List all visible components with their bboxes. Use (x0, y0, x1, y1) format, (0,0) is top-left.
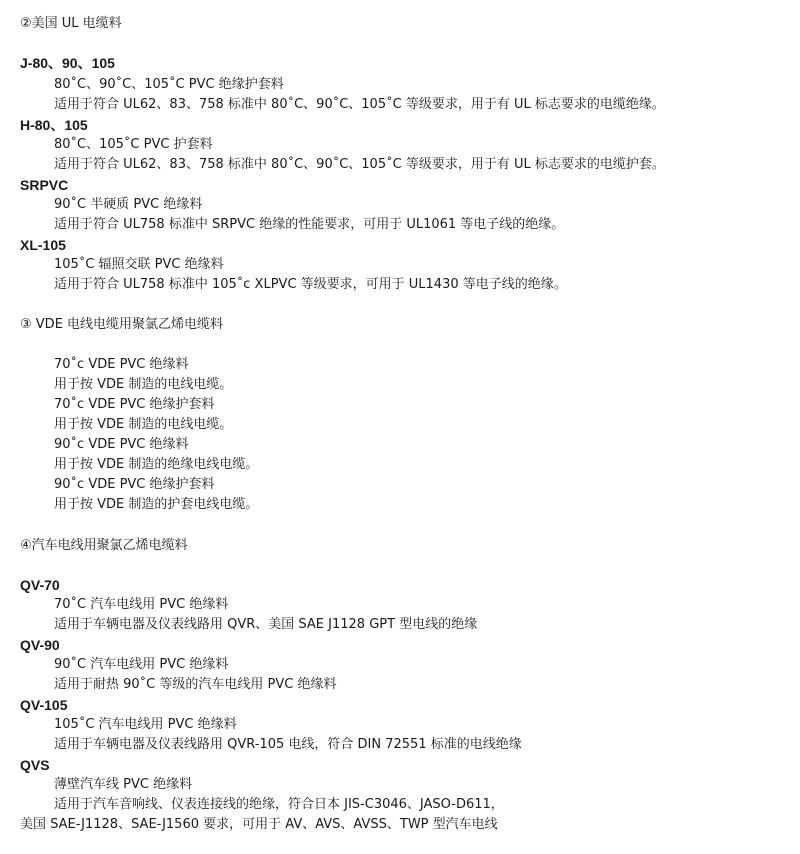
product-desc-qv70: 70˚C 汽车电线用 PVC 绝缘料 (54, 597, 229, 612)
product-desc-j: 80˚C、90˚C、105˚C PVC 绝缘护套料 (54, 77, 284, 92)
product-usage-h: 适用于符合 UL62、83、758 标准中 80˚C、90˚C、105˚C 等级要求，用于有 UL 标志要求的电缆护套。 (54, 157, 665, 172)
vde-line: 用于按 VDE 制造的绝缘电线电缆。 (54, 457, 259, 472)
product-code-h: H-80、105 (20, 117, 88, 133)
vde-line: 用于按 VDE 制造的电线电缆。 (54, 417, 233, 432)
product-desc-xl: 105˚C 辐照交联 PVC 绝缘料 (54, 257, 224, 272)
product-usage-srpvc: 适用于符合 UL758 标准中 SRPVC 绝缘的性能要求，可用于 UL1061 等电子线的绝缘。 (54, 217, 565, 232)
product-code-srpvc: SRPVC (20, 177, 69, 193)
product-usage-xl: 适用于符合 UL758 标准中 105˚c XLPVC 等级要求，可用于 UL1430 等电子线的绝缘。 (54, 277, 567, 292)
section-heading-ul: ②美国 UL 电缆料 (20, 16, 122, 31)
product-code-qv70: QV-70 (20, 577, 60, 593)
vde-line: 70˚c VDE PVC 绝缘护套料 (54, 397, 215, 412)
product-usage-qvs-continued: 美国 SAE-J1128、SAE-J1560 要求，可用于 AV、AVS、AVSS、TWP 型汽车电线 (20, 817, 498, 832)
product-code-xl: XL-105 (20, 237, 66, 253)
vde-line: 70˚c VDE PVC 绝缘料 (54, 357, 189, 372)
product-usage-qvs: 适用于汽车音响线、仪表连接线的绝缘，符合日本 JIS-C3046、JASO-D611， (54, 797, 504, 812)
section-heading-auto: ④汽车电线用聚氯乙烯电缆料 (20, 538, 188, 553)
vde-line: 用于按 VDE 制造的电线电缆。 (54, 377, 233, 392)
product-usage-qv105: 适用于车辆电器及仪表线路用 QVR-105 电线，符合 DIN 72551 标准的电线绝缘 (54, 737, 522, 752)
vde-line: 90˚c VDE PVC 绝缘护套料 (54, 477, 215, 492)
vde-line: 90˚c VDE PVC 绝缘料 (54, 437, 189, 452)
vde-line: 用于按 VDE 制造的护套电线电缆。 (54, 497, 259, 512)
product-desc-qv105: 105˚C 汽车电线用 PVC 绝缘料 (54, 717, 237, 732)
product-code-j: J-80、90、105 (20, 55, 115, 71)
product-code-qv90: QV-90 (20, 637, 60, 653)
product-desc-qv90: 90˚C 汽车电线用 PVC 绝缘料 (54, 657, 229, 672)
product-usage-qv90: 适用于耐热 90˚C 等级的汽车电线用 PVC 绝缘料 (54, 677, 337, 692)
product-code-qv105: QV-105 (20, 697, 68, 713)
product-desc-srpvc: 90˚C 半硬质 PVC 绝缘料 (54, 197, 203, 212)
product-desc-qvs: 薄壁汽车线 PVC 绝缘料 (54, 777, 193, 792)
section-heading-vde: ③ VDE 电线电缆用聚氯乙烯电缆料 (20, 317, 224, 332)
product-usage-qv70: 适用于车辆电器及仪表线路用 QVR、美国 SAE J1128 GPT 型电线的绝缘 (54, 617, 478, 632)
product-usage-j: 适用于符合 UL62、83、758 标准中 80˚C、90˚C、105˚C 等级要求，用于有 UL 标志要求的电缆绝缘。 (54, 97, 665, 112)
product-desc-h: 80˚C、105˚C PVC 护套料 (54, 137, 213, 152)
product-code-qvs: QVS (20, 757, 50, 773)
